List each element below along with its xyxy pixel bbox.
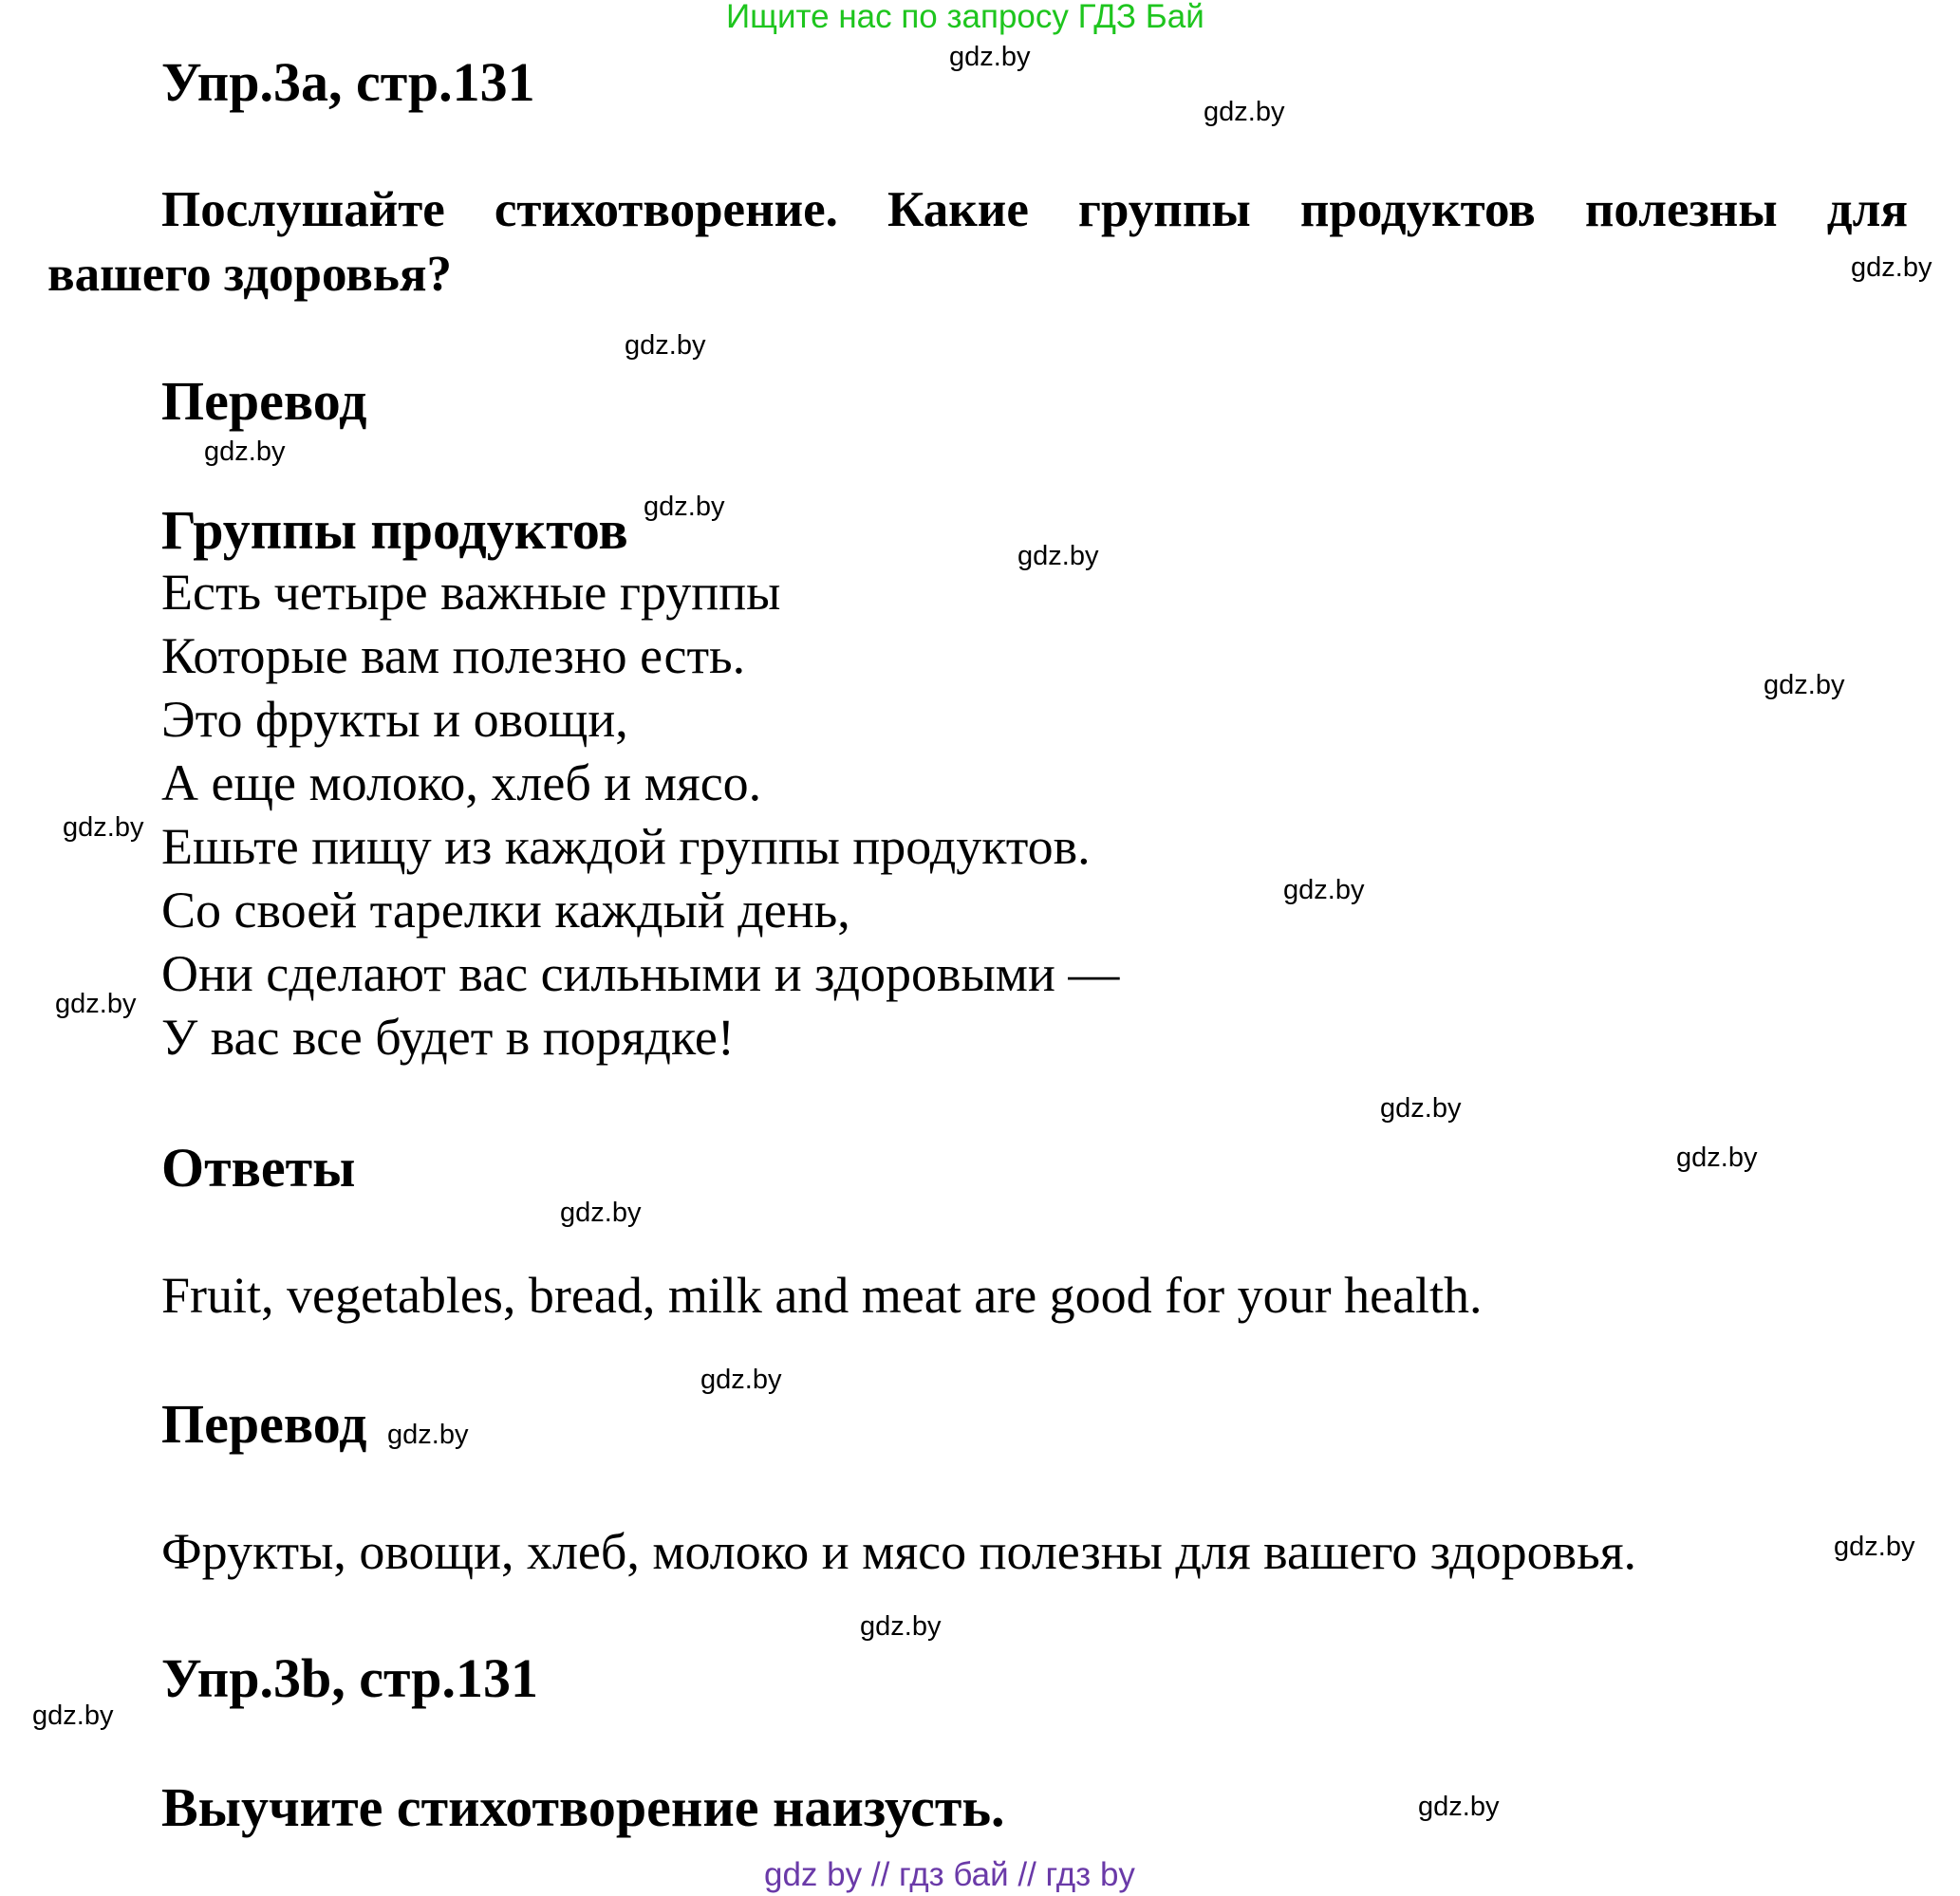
watermark: gdz.by xyxy=(1380,1093,1462,1124)
watermark: gdz.by xyxy=(387,1420,469,1450)
poem-line: Со своей тарелки каждый день, xyxy=(161,882,850,939)
watermark: gdz.by xyxy=(1017,541,1099,571)
watermark: gdz.by xyxy=(560,1198,642,1228)
watermark: gdz.by xyxy=(1283,875,1365,905)
watermark: gdz.by xyxy=(32,1701,114,1731)
watermark: gdz.by xyxy=(1851,252,1932,283)
poem-line: А еще молоко, хлеб и мясо. xyxy=(161,754,762,811)
answer-translation-heading: Перевод xyxy=(161,1393,367,1455)
watermark: gdz.by xyxy=(625,330,706,361)
task-line-2: вашего здоровья? xyxy=(47,247,453,302)
watermark: gdz.by xyxy=(63,812,144,843)
watermark: gdz.by xyxy=(949,42,1031,72)
poem-line: Которые вам полезно есть. xyxy=(161,627,746,684)
watermark: gdz.by xyxy=(644,492,725,522)
exercise-3b-title: Упр.3b, стр.131 xyxy=(161,1647,538,1709)
answers-heading: Ответы xyxy=(161,1137,356,1199)
poem-title: Группы продуктов xyxy=(161,499,628,561)
watermark: gdz.by xyxy=(204,437,286,467)
poem-line: Это фрукты и овощи, xyxy=(161,691,628,748)
watermark: gdz.by xyxy=(1204,97,1285,127)
bottom-banner[interactable]: gdz by // гдз бай // гдз by xyxy=(764,1856,1135,1893)
translation-heading: Перевод xyxy=(161,370,367,432)
poem-line: Они сделают вас сильными и здоровыми — xyxy=(161,945,1120,1002)
poem-line: Ешьте пищу из каждой группы продуктов. xyxy=(161,818,1091,875)
watermark: gdz.by xyxy=(1676,1143,1758,1173)
watermark: gdz.by xyxy=(1764,670,1845,700)
answer-translation-text: Фрукты, овощи, хлеб, молоко и мясо полезны для вашего здоровья. xyxy=(161,1523,1637,1580)
watermark: gdz.by xyxy=(700,1365,782,1395)
watermark: gdz.by xyxy=(1418,1792,1500,1822)
poem-line: Есть четыре важные группы xyxy=(161,564,781,621)
watermark: gdz.by xyxy=(860,1611,942,1642)
watermark: gdz.by xyxy=(55,989,137,1019)
poem xyxy=(161,561,1119,1069)
exercise-3a-title: Упр.3а, стр.131 xyxy=(161,51,535,113)
poem-line: У вас все будет в порядке! xyxy=(161,1009,735,1066)
watermark: gdz.by xyxy=(1834,1532,1915,1562)
exercise-3b-task: Выучите стихотворение наизусть. xyxy=(161,1776,1005,1838)
exercise-3a-task xyxy=(47,178,1908,307)
top-banner[interactable]: Ищите нас по запросу ГДЗ Бай xyxy=(726,0,1204,35)
task-line-1: Послушайте стихотворение. Какие группы продуктов полезны для xyxy=(161,182,1908,237)
answer-text: Fruit, vegetables, bread, milk and meat are good for your health. xyxy=(161,1267,1483,1324)
